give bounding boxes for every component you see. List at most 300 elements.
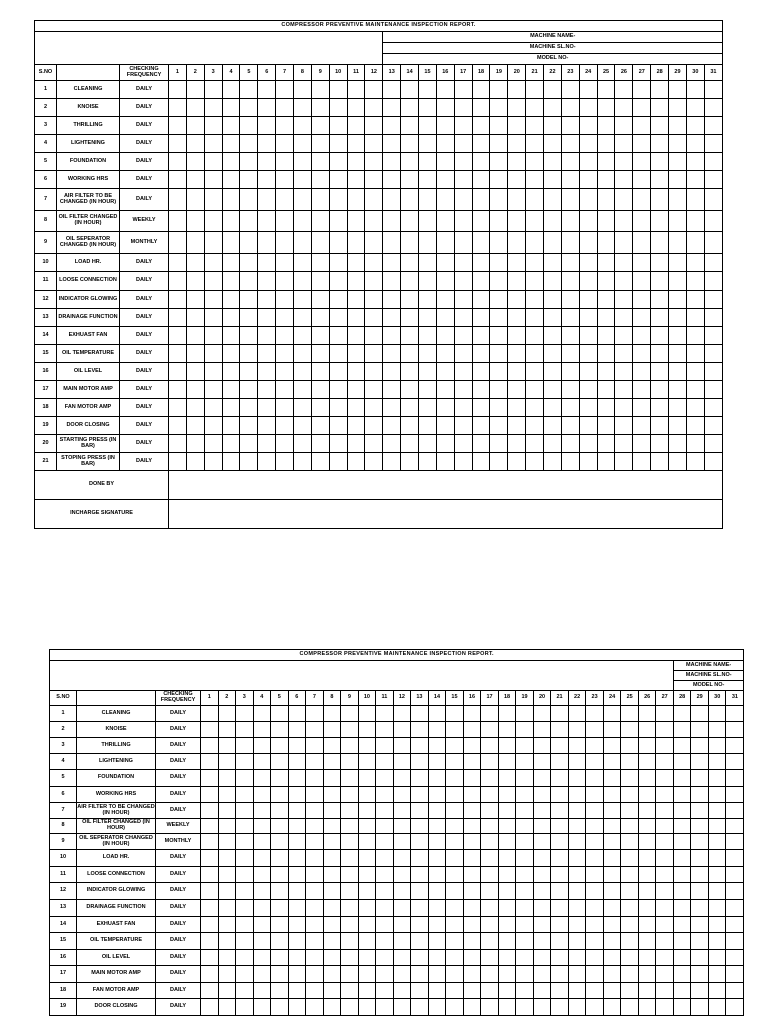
day-check-cell[interactable] bbox=[615, 399, 633, 417]
day-check-cell[interactable] bbox=[704, 345, 722, 363]
day-check-cell[interactable] bbox=[454, 381, 472, 399]
day-check-cell[interactable] bbox=[311, 453, 329, 471]
day-check-cell[interactable] bbox=[365, 291, 383, 309]
day-check-cell[interactable] bbox=[691, 722, 709, 738]
day-check-cell[interactable] bbox=[323, 834, 341, 850]
day-check-cell[interactable] bbox=[358, 706, 376, 722]
day-check-cell[interactable] bbox=[691, 754, 709, 770]
day-check-cell[interactable] bbox=[472, 232, 490, 254]
day-check-cell[interactable] bbox=[454, 345, 472, 363]
day-check-cell[interactable] bbox=[294, 135, 312, 153]
day-check-cell[interactable] bbox=[615, 153, 633, 171]
day-check-cell[interactable] bbox=[393, 754, 411, 770]
day-check-cell[interactable] bbox=[568, 950, 586, 966]
day-check-cell[interactable] bbox=[347, 327, 365, 345]
day-check-cell[interactable] bbox=[222, 189, 240, 211]
day-check-cell[interactable] bbox=[401, 99, 419, 117]
day-check-cell[interactable] bbox=[498, 803, 516, 819]
day-check-cell[interactable] bbox=[526, 363, 544, 381]
day-check-cell[interactable] bbox=[383, 171, 401, 189]
day-check-cell[interactable] bbox=[347, 211, 365, 232]
day-check-cell[interactable] bbox=[341, 787, 359, 803]
day-check-cell[interactable] bbox=[708, 754, 726, 770]
day-check-cell[interactable] bbox=[401, 291, 419, 309]
day-check-cell[interactable] bbox=[276, 435, 294, 453]
day-check-cell[interactable] bbox=[294, 309, 312, 327]
day-check-cell[interactable] bbox=[551, 850, 569, 867]
day-check-cell[interactable] bbox=[383, 309, 401, 327]
day-check-cell[interactable] bbox=[651, 171, 669, 189]
day-check-cell[interactable] bbox=[311, 211, 329, 232]
day-check-cell[interactable] bbox=[669, 117, 687, 135]
day-check-cell[interactable] bbox=[704, 153, 722, 171]
day-check-cell[interactable] bbox=[656, 770, 674, 787]
day-check-cell[interactable] bbox=[376, 819, 394, 834]
day-check-cell[interactable] bbox=[436, 345, 454, 363]
day-check-cell[interactable] bbox=[294, 345, 312, 363]
day-check-cell[interactable] bbox=[638, 787, 656, 803]
day-check-cell[interactable] bbox=[436, 81, 454, 99]
day-check-cell[interactable] bbox=[347, 117, 365, 135]
day-check-cell[interactable] bbox=[222, 435, 240, 453]
day-check-cell[interactable] bbox=[638, 966, 656, 983]
day-check-cell[interactable] bbox=[358, 983, 376, 999]
day-check-cell[interactable] bbox=[411, 787, 429, 803]
day-check-cell[interactable] bbox=[323, 754, 341, 770]
day-check-cell[interactable] bbox=[704, 381, 722, 399]
day-check-cell[interactable] bbox=[411, 933, 429, 950]
day-check-cell[interactable] bbox=[276, 117, 294, 135]
day-check-cell[interactable] bbox=[463, 917, 481, 933]
day-check-cell[interactable] bbox=[419, 417, 437, 435]
day-check-cell[interactable] bbox=[222, 171, 240, 189]
day-check-cell[interactable] bbox=[516, 883, 534, 900]
day-check-cell[interactable] bbox=[651, 345, 669, 363]
day-check-cell[interactable] bbox=[526, 309, 544, 327]
day-check-cell[interactable] bbox=[568, 706, 586, 722]
day-check-cell[interactable] bbox=[306, 867, 324, 883]
day-check-cell[interactable] bbox=[708, 787, 726, 803]
day-check-cell[interactable] bbox=[201, 867, 219, 883]
day-check-cell[interactable] bbox=[603, 883, 621, 900]
day-check-cell[interactable] bbox=[704, 453, 722, 471]
day-check-cell[interactable] bbox=[633, 171, 651, 189]
day-check-cell[interactable] bbox=[669, 171, 687, 189]
day-check-cell[interactable] bbox=[329, 399, 347, 417]
day-check-cell[interactable] bbox=[376, 738, 394, 754]
day-check-cell[interactable] bbox=[621, 900, 639, 917]
day-check-cell[interactable] bbox=[341, 803, 359, 819]
day-check-cell[interactable] bbox=[240, 135, 258, 153]
day-check-cell[interactable] bbox=[186, 117, 204, 135]
day-check-cell[interactable] bbox=[253, 787, 271, 803]
day-check-cell[interactable] bbox=[288, 850, 306, 867]
day-check-cell[interactable] bbox=[240, 232, 258, 254]
day-check-cell[interactable] bbox=[365, 345, 383, 363]
day-check-cell[interactable] bbox=[358, 917, 376, 933]
day-check-cell[interactable] bbox=[508, 117, 526, 135]
day-check-cell[interactable] bbox=[276, 363, 294, 381]
day-check-cell[interactable] bbox=[347, 272, 365, 291]
day-check-cell[interactable] bbox=[258, 291, 276, 309]
day-check-cell[interactable] bbox=[669, 327, 687, 345]
day-check-cell[interactable] bbox=[271, 999, 289, 1016]
day-check-cell[interactable] bbox=[508, 171, 526, 189]
day-check-cell[interactable] bbox=[253, 722, 271, 738]
day-check-cell[interactable] bbox=[383, 399, 401, 417]
day-check-cell[interactable] bbox=[579, 117, 597, 135]
day-check-cell[interactable] bbox=[288, 754, 306, 770]
day-check-cell[interactable] bbox=[271, 834, 289, 850]
day-check-cell[interactable] bbox=[544, 435, 562, 453]
day-check-cell[interactable] bbox=[472, 211, 490, 232]
day-check-cell[interactable] bbox=[568, 787, 586, 803]
day-check-cell[interactable] bbox=[341, 950, 359, 966]
day-check-cell[interactable] bbox=[579, 189, 597, 211]
day-check-cell[interactable] bbox=[533, 883, 551, 900]
day-check-cell[interactable] bbox=[393, 966, 411, 983]
model-no-field[interactable]: MODEL NO- bbox=[673, 681, 743, 691]
day-check-cell[interactable] bbox=[516, 966, 534, 983]
day-check-cell[interactable] bbox=[686, 291, 704, 309]
day-check-cell[interactable] bbox=[271, 706, 289, 722]
day-check-cell[interactable] bbox=[204, 135, 222, 153]
day-check-cell[interactable] bbox=[551, 787, 569, 803]
day-check-cell[interactable] bbox=[240, 345, 258, 363]
day-check-cell[interactable] bbox=[436, 232, 454, 254]
day-check-cell[interactable] bbox=[651, 81, 669, 99]
day-check-cell[interactable] bbox=[708, 999, 726, 1016]
day-check-cell[interactable] bbox=[472, 399, 490, 417]
day-check-cell[interactable] bbox=[222, 117, 240, 135]
day-check-cell[interactable] bbox=[218, 983, 236, 999]
day-check-cell[interactable] bbox=[236, 883, 254, 900]
day-check-cell[interactable] bbox=[454, 153, 472, 171]
day-check-cell[interactable] bbox=[271, 754, 289, 770]
day-check-cell[interactable] bbox=[597, 345, 615, 363]
day-check-cell[interactable] bbox=[169, 211, 187, 232]
day-check-cell[interactable] bbox=[288, 706, 306, 722]
day-check-cell[interactable] bbox=[481, 966, 499, 983]
day-check-cell[interactable] bbox=[638, 933, 656, 950]
day-check-cell[interactable] bbox=[516, 867, 534, 883]
day-check-cell[interactable] bbox=[561, 291, 579, 309]
day-check-cell[interactable] bbox=[526, 417, 544, 435]
day-check-cell[interactable] bbox=[656, 966, 674, 983]
day-check-cell[interactable] bbox=[401, 345, 419, 363]
day-check-cell[interactable] bbox=[294, 291, 312, 309]
day-check-cell[interactable] bbox=[516, 722, 534, 738]
day-check-cell[interactable] bbox=[498, 983, 516, 999]
day-check-cell[interactable] bbox=[323, 999, 341, 1016]
day-check-cell[interactable] bbox=[621, 738, 639, 754]
day-check-cell[interactable] bbox=[615, 291, 633, 309]
day-check-cell[interactable] bbox=[508, 189, 526, 211]
day-check-cell[interactable] bbox=[419, 171, 437, 189]
day-check-cell[interactable] bbox=[358, 883, 376, 900]
day-check-cell[interactable] bbox=[347, 291, 365, 309]
day-check-cell[interactable] bbox=[579, 399, 597, 417]
day-check-cell[interactable] bbox=[341, 883, 359, 900]
day-check-cell[interactable] bbox=[323, 803, 341, 819]
day-check-cell[interactable] bbox=[436, 211, 454, 232]
day-check-cell[interactable] bbox=[218, 738, 236, 754]
day-check-cell[interactable] bbox=[490, 254, 508, 272]
day-check-cell[interactable] bbox=[365, 435, 383, 453]
day-check-cell[interactable] bbox=[586, 787, 604, 803]
day-check-cell[interactable] bbox=[579, 453, 597, 471]
day-check-cell[interactable] bbox=[383, 117, 401, 135]
day-check-cell[interactable] bbox=[568, 883, 586, 900]
day-check-cell[interactable] bbox=[621, 966, 639, 983]
day-check-cell[interactable] bbox=[633, 117, 651, 135]
day-check-cell[interactable] bbox=[393, 999, 411, 1016]
day-check-cell[interactable] bbox=[603, 787, 621, 803]
day-check-cell[interactable] bbox=[240, 254, 258, 272]
day-check-cell[interactable] bbox=[365, 309, 383, 327]
day-check-cell[interactable] bbox=[656, 819, 674, 834]
day-check-cell[interactable] bbox=[691, 867, 709, 883]
day-check-cell[interactable] bbox=[253, 933, 271, 950]
day-check-cell[interactable] bbox=[726, 999, 744, 1016]
day-check-cell[interactable] bbox=[365, 399, 383, 417]
day-check-cell[interactable] bbox=[568, 867, 586, 883]
day-check-cell[interactable] bbox=[341, 754, 359, 770]
day-check-cell[interactable] bbox=[428, 867, 446, 883]
day-check-cell[interactable] bbox=[383, 189, 401, 211]
day-check-cell[interactable] bbox=[376, 803, 394, 819]
day-check-cell[interactable] bbox=[376, 722, 394, 738]
day-check-cell[interactable] bbox=[186, 232, 204, 254]
day-check-cell[interactable] bbox=[446, 999, 464, 1016]
day-check-cell[interactable] bbox=[454, 327, 472, 345]
day-check-cell[interactable] bbox=[691, 999, 709, 1016]
day-check-cell[interactable] bbox=[186, 291, 204, 309]
day-check-cell[interactable] bbox=[253, 917, 271, 933]
day-check-cell[interactable] bbox=[258, 363, 276, 381]
day-check-cell[interactable] bbox=[686, 189, 704, 211]
day-check-cell[interactable] bbox=[551, 867, 569, 883]
day-check-cell[interactable] bbox=[669, 135, 687, 153]
day-check-cell[interactable] bbox=[533, 754, 551, 770]
day-check-cell[interactable] bbox=[686, 363, 704, 381]
day-check-cell[interactable] bbox=[544, 99, 562, 117]
day-check-cell[interactable] bbox=[323, 900, 341, 917]
day-check-cell[interactable] bbox=[691, 787, 709, 803]
day-check-cell[interactable] bbox=[490, 171, 508, 189]
day-check-cell[interactable] bbox=[673, 754, 691, 770]
day-check-cell[interactable] bbox=[288, 867, 306, 883]
day-check-cell[interactable] bbox=[481, 900, 499, 917]
day-check-cell[interactable] bbox=[656, 999, 674, 1016]
day-check-cell[interactable] bbox=[516, 738, 534, 754]
day-check-cell[interactable] bbox=[186, 327, 204, 345]
day-check-cell[interactable] bbox=[638, 917, 656, 933]
day-check-cell[interactable] bbox=[222, 381, 240, 399]
day-check-cell[interactable] bbox=[669, 211, 687, 232]
day-check-cell[interactable] bbox=[306, 850, 324, 867]
day-check-cell[interactable] bbox=[561, 327, 579, 345]
day-check-cell[interactable] bbox=[568, 819, 586, 834]
day-check-cell[interactable] bbox=[236, 867, 254, 883]
day-check-cell[interactable] bbox=[347, 309, 365, 327]
day-check-cell[interactable] bbox=[669, 435, 687, 453]
day-check-cell[interactable] bbox=[463, 803, 481, 819]
day-check-cell[interactable] bbox=[376, 966, 394, 983]
day-check-cell[interactable] bbox=[276, 399, 294, 417]
day-check-cell[interactable] bbox=[669, 399, 687, 417]
day-check-cell[interactable] bbox=[236, 803, 254, 819]
day-check-cell[interactable] bbox=[169, 363, 187, 381]
day-check-cell[interactable] bbox=[294, 211, 312, 232]
day-check-cell[interactable] bbox=[446, 917, 464, 933]
day-check-cell[interactable] bbox=[428, 819, 446, 834]
day-check-cell[interactable] bbox=[401, 363, 419, 381]
day-check-cell[interactable] bbox=[691, 950, 709, 966]
day-check-cell[interactable] bbox=[446, 738, 464, 754]
day-check-cell[interactable] bbox=[341, 983, 359, 999]
day-check-cell[interactable] bbox=[686, 327, 704, 345]
day-check-cell[interactable] bbox=[411, 917, 429, 933]
day-check-cell[interactable] bbox=[341, 917, 359, 933]
day-check-cell[interactable] bbox=[472, 99, 490, 117]
day-check-cell[interactable] bbox=[579, 211, 597, 232]
day-check-cell[interactable] bbox=[306, 917, 324, 933]
day-check-cell[interactable] bbox=[271, 983, 289, 999]
day-check-cell[interactable] bbox=[472, 135, 490, 153]
day-check-cell[interactable] bbox=[365, 381, 383, 399]
day-check-cell[interactable] bbox=[276, 309, 294, 327]
day-check-cell[interactable] bbox=[597, 272, 615, 291]
day-check-cell[interactable] bbox=[633, 99, 651, 117]
day-check-cell[interactable] bbox=[454, 189, 472, 211]
day-check-cell[interactable] bbox=[621, 933, 639, 950]
day-check-cell[interactable] bbox=[472, 453, 490, 471]
day-check-cell[interactable] bbox=[508, 272, 526, 291]
day-check-cell[interactable] bbox=[329, 117, 347, 135]
day-check-cell[interactable] bbox=[436, 399, 454, 417]
day-check-cell[interactable] bbox=[673, 999, 691, 1016]
day-check-cell[interactable] bbox=[673, 867, 691, 883]
day-check-cell[interactable] bbox=[533, 722, 551, 738]
day-check-cell[interactable] bbox=[358, 900, 376, 917]
day-check-cell[interactable] bbox=[311, 117, 329, 135]
day-check-cell[interactable] bbox=[276, 99, 294, 117]
day-check-cell[interactable] bbox=[568, 754, 586, 770]
day-check-cell[interactable] bbox=[704, 291, 722, 309]
day-check-cell[interactable] bbox=[401, 254, 419, 272]
day-check-cell[interactable] bbox=[294, 453, 312, 471]
day-check-cell[interactable] bbox=[603, 933, 621, 950]
day-check-cell[interactable] bbox=[393, 883, 411, 900]
day-check-cell[interactable] bbox=[411, 950, 429, 966]
day-check-cell[interactable] bbox=[347, 232, 365, 254]
day-check-cell[interactable] bbox=[651, 327, 669, 345]
day-check-cell[interactable] bbox=[533, 966, 551, 983]
day-check-cell[interactable] bbox=[544, 417, 562, 435]
day-check-cell[interactable] bbox=[306, 933, 324, 950]
day-check-cell[interactable] bbox=[463, 900, 481, 917]
day-check-cell[interactable] bbox=[633, 345, 651, 363]
day-check-cell[interactable] bbox=[358, 770, 376, 787]
day-check-cell[interactable] bbox=[201, 900, 219, 917]
day-check-cell[interactable] bbox=[276, 135, 294, 153]
day-check-cell[interactable] bbox=[341, 834, 359, 850]
day-check-cell[interactable] bbox=[686, 309, 704, 327]
day-check-cell[interactable] bbox=[329, 435, 347, 453]
day-check-cell[interactable] bbox=[401, 417, 419, 435]
day-check-cell[interactable] bbox=[311, 254, 329, 272]
day-check-cell[interactable] bbox=[651, 381, 669, 399]
day-check-cell[interactable] bbox=[568, 900, 586, 917]
day-check-cell[interactable] bbox=[419, 381, 437, 399]
day-check-cell[interactable] bbox=[323, 867, 341, 883]
day-check-cell[interactable] bbox=[169, 232, 187, 254]
day-check-cell[interactable] bbox=[597, 435, 615, 453]
day-check-cell[interactable] bbox=[463, 850, 481, 867]
day-check-cell[interactable] bbox=[533, 770, 551, 787]
day-check-cell[interactable] bbox=[597, 327, 615, 345]
day-check-cell[interactable] bbox=[481, 983, 499, 999]
day-check-cell[interactable] bbox=[358, 933, 376, 950]
day-check-cell[interactable] bbox=[508, 345, 526, 363]
day-check-cell[interactable] bbox=[383, 153, 401, 171]
day-check-cell[interactable] bbox=[276, 345, 294, 363]
day-check-cell[interactable] bbox=[656, 983, 674, 999]
day-check-cell[interactable] bbox=[726, 722, 744, 738]
day-check-cell[interactable] bbox=[533, 933, 551, 950]
day-check-cell[interactable] bbox=[651, 291, 669, 309]
day-check-cell[interactable] bbox=[236, 917, 254, 933]
day-check-cell[interactable] bbox=[533, 706, 551, 722]
day-check-cell[interactable] bbox=[428, 850, 446, 867]
day-check-cell[interactable] bbox=[411, 883, 429, 900]
day-check-cell[interactable] bbox=[383, 345, 401, 363]
day-check-cell[interactable] bbox=[288, 900, 306, 917]
day-check-cell[interactable] bbox=[691, 966, 709, 983]
day-check-cell[interactable] bbox=[419, 435, 437, 453]
day-check-cell[interactable] bbox=[383, 135, 401, 153]
machine-name-field[interactable]: MACHINE NAME- bbox=[383, 32, 723, 43]
day-check-cell[interactable] bbox=[621, 803, 639, 819]
day-check-cell[interactable] bbox=[411, 738, 429, 754]
day-check-cell[interactable] bbox=[551, 706, 569, 722]
day-check-cell[interactable] bbox=[436, 135, 454, 153]
day-check-cell[interactable] bbox=[516, 950, 534, 966]
day-check-cell[interactable] bbox=[498, 999, 516, 1016]
day-check-cell[interactable] bbox=[329, 189, 347, 211]
day-check-cell[interactable] bbox=[463, 983, 481, 999]
day-check-cell[interactable] bbox=[597, 153, 615, 171]
day-check-cell[interactable] bbox=[633, 381, 651, 399]
day-check-cell[interactable] bbox=[358, 950, 376, 966]
day-check-cell[interactable] bbox=[401, 171, 419, 189]
day-check-cell[interactable] bbox=[544, 363, 562, 381]
day-check-cell[interactable] bbox=[393, 917, 411, 933]
day-check-cell[interactable] bbox=[201, 850, 219, 867]
day-check-cell[interactable] bbox=[603, 754, 621, 770]
day-check-cell[interactable] bbox=[691, 917, 709, 933]
day-check-cell[interactable] bbox=[561, 171, 579, 189]
day-check-cell[interactable] bbox=[365, 254, 383, 272]
day-check-cell[interactable] bbox=[579, 291, 597, 309]
day-check-cell[interactable] bbox=[294, 381, 312, 399]
day-check-cell[interactable] bbox=[691, 706, 709, 722]
day-check-cell[interactable] bbox=[561, 453, 579, 471]
day-check-cell[interactable] bbox=[669, 254, 687, 272]
day-check-cell[interactable] bbox=[169, 399, 187, 417]
day-check-cell[interactable] bbox=[551, 950, 569, 966]
